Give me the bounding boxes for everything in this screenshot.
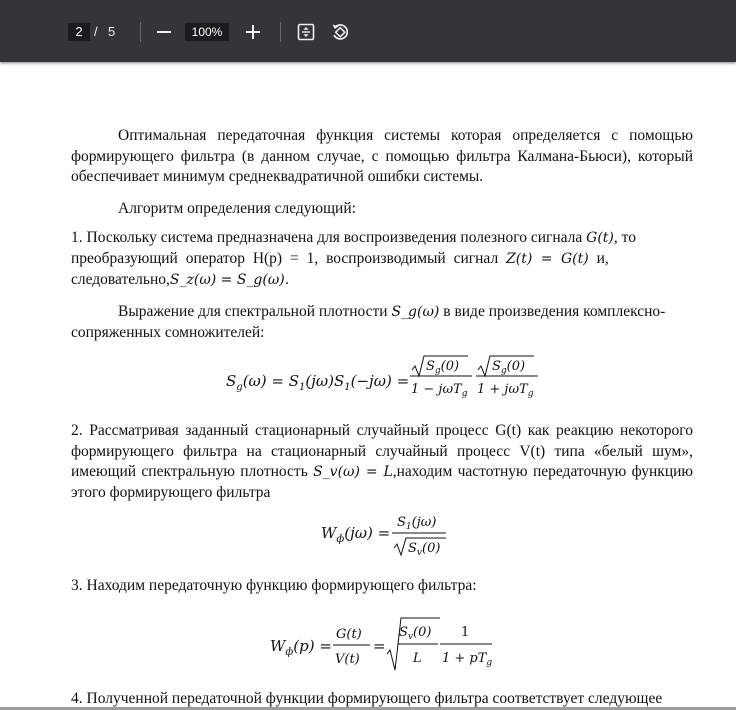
svg-text:Sv(0): $S_v(0)$ [408, 541, 441, 558]
paragraph-step2 [71, 421, 693, 503]
plus-icon [246, 25, 260, 39]
paragraph-spectral-line2: сопряженных сомножителей: [71, 324, 265, 341]
paragraph-step1-line1 [71, 228, 693, 249]
document-page [0, 62, 736, 707]
paragraph-algorithm: Алгоритм определения следующий: [118, 200, 356, 217]
math-sv-l: S_v(ω) = L [313, 464, 393, 480]
paragraph-spectral-line1 [71, 302, 693, 323]
svg-text:=: = [373, 637, 386, 655]
svg-text:L: L [413, 651, 422, 666]
equation-spectral-factorization [0, 352, 736, 408]
zoom-in-button[interactable] [241, 20, 265, 44]
toolbar-divider [140, 22, 141, 42]
paragraph-intro: Оптимальная передаточная функция системы которая определяется с помощью формирующего фильтра (в данном случае, с помощью фильтра Калмана-Бьюси), который обеспечивает минимум среднеквадратичной ошибки системы. [71, 127, 693, 185]
toolbar-divider [280, 22, 281, 42]
equation-1-graphic [0, 352, 736, 408]
equation-frequency-transfer [0, 508, 736, 560]
svg-text:Sg(0): $S_g(0)$ [426, 359, 460, 376]
spectral-text-b: в виде произведения комплексно- [443, 303, 666, 320]
math-g-t: G(t) [586, 230, 614, 246]
svg-text:1 − jωTg: 1 − jωT$_g$ [411, 382, 468, 399]
paragraph-step1-line3 [71, 270, 693, 291]
svg-text:Wф(p) =: $W_ф(p)$ = [270, 637, 332, 658]
step2-text-a: 2. Рассматривая заданный стационарный случайный процесс G(t) как реакцию некоторого формирующего фильтра на стационарный случайный процесс V(t) типа «белый шум», имеющий спектральную плотность [71, 422, 693, 480]
rotate-button[interactable] [328, 20, 352, 44]
step1-text-c: преобразующий оператор H(p) = 1, воспроизводимый сигнал [71, 250, 499, 267]
rotate-icon [330, 22, 350, 42]
step1-text-b: , то [613, 229, 636, 246]
svg-text:V(t): V(t) [335, 652, 360, 667]
math-sg-omega: S_g(ω) [391, 304, 440, 320]
current-page-input[interactable]: 2 [68, 23, 90, 41]
step1-text-d: и, [596, 250, 609, 267]
equation-transfer-function [0, 614, 736, 672]
total-pages: 5 [108, 24, 116, 39]
step2-text-b: ,находим частотную передаточную [392, 463, 627, 480]
pdf-toolbar [0, 0, 736, 62]
step2-text-c: функцию этого формирующего фильтра [71, 463, 693, 501]
equation-3-graphic [0, 614, 736, 672]
svg-text:1 + pTg: $1 + pT_g$ [442, 651, 493, 668]
fit-to-page-button[interactable] [294, 20, 318, 44]
fit-page-icon [297, 23, 315, 41]
spectral-text-a: Выражение для спектральной плотности [118, 303, 388, 320]
step1-text-e: следовательно, [71, 271, 170, 288]
svg-text:Wф(jω) =: $W_ф(j\omega)$ = [321, 524, 391, 545]
svg-text:G(t): G(t) [336, 627, 362, 642]
zoom-out-button[interactable] [152, 20, 176, 44]
page-separator: / [94, 24, 98, 39]
paragraph-step4: 4. Полученной передаточной функции формирующего фильтра соответствует следующее [71, 690, 663, 707]
minus-icon [157, 25, 171, 39]
step1-text-a: 1. Поскольку система предназначена для воспроизведения полезного сигнала [71, 229, 583, 246]
svg-text:S1(jω): $S_1(j\omega)$ [397, 515, 437, 532]
svg-text:Sg(ω) = S1(jω)S1(−jω) =: $S_g(\omega) = S_1(j\omega)S_1(-j\omega)$ = [226, 372, 410, 393]
svg-text:1 + jωTg: 1 + jωT$_g$ [477, 382, 534, 399]
svg-text:Sg(0): $S_g(0)$ [492, 359, 526, 376]
math-sz-sg: S_z(ω) = S_g(ω). [169, 272, 290, 288]
svg-text:1: 1 [461, 625, 470, 640]
svg-text:Sv(0): $S_v(0)$ [399, 625, 432, 642]
paragraph-step3: 3. Находим передаточную функцию формирующего фильтра: [71, 577, 477, 594]
paragraph-step1-line2 [71, 249, 693, 270]
equation-2-graphic [0, 508, 736, 560]
math-z-t: Z(t) = G(t) [506, 251, 589, 267]
zoom-level-input[interactable]: 100% [185, 23, 229, 41]
